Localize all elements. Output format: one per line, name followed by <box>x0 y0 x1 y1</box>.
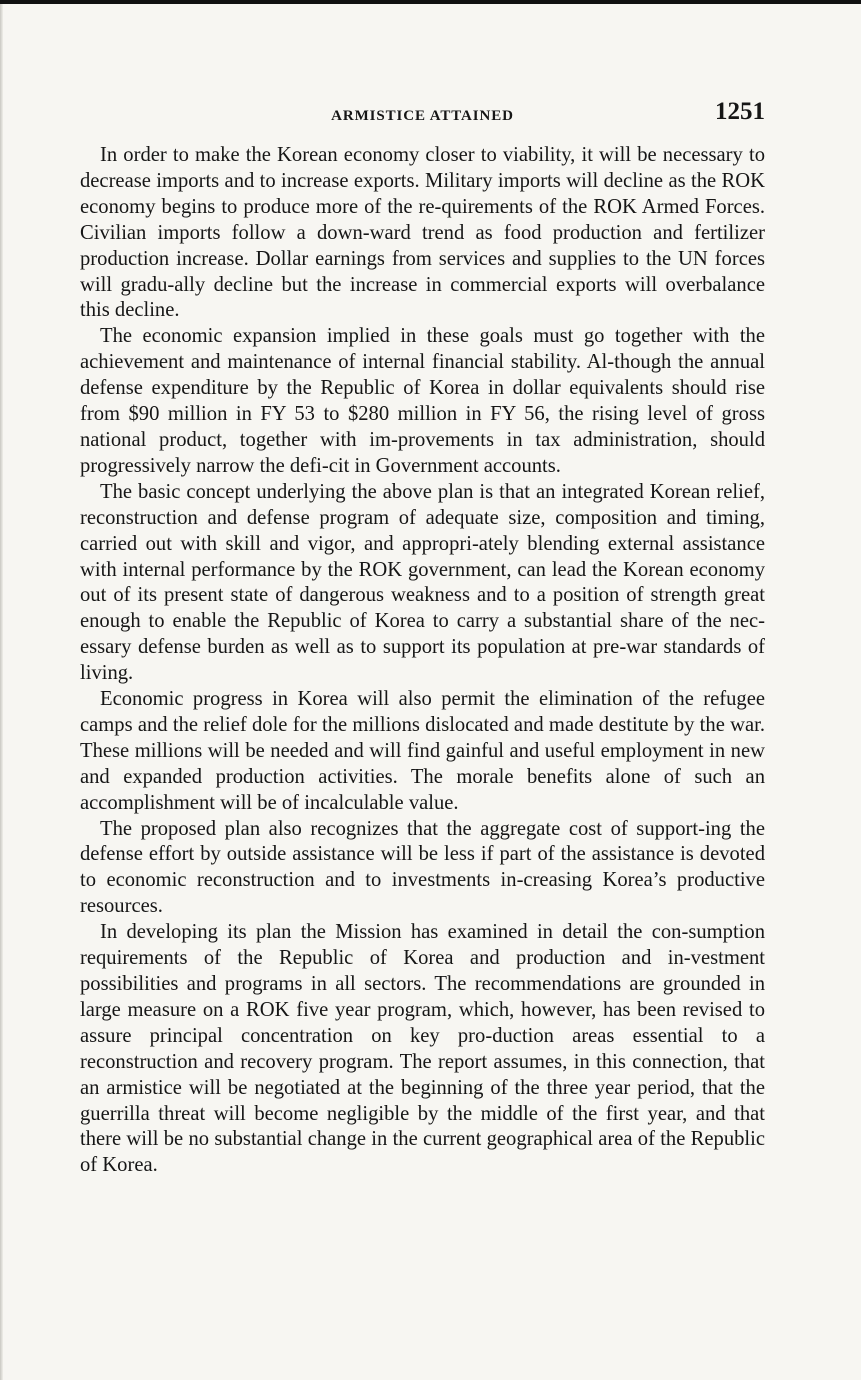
top-border <box>0 0 861 4</box>
document-page <box>80 96 765 1179</box>
paragraph-2: The economic expansion implied in these goals must go together with the achievement and maintenance of internal financial stability. Al-though the annual defense expenditure by the Republic of Korea in dollar equivalents should rise from $90 million in FY 53 to $280 million in FY 56, the rising level of gross national product, together with im-provements in tax administration, should progressively narrow the defi-cit in Government accounts. <box>80 325 765 477</box>
paragraph-6: In developing its plan the Mission has examined in detail the con-sumption requirements of the Republic of Korea and production and in-vestment possibilities and programs in all sectors. The recommendations are grounded in large measure on a ROK five year program, which, however, has been revised to assure principal concentration on key pro-duction areas essential to a reconstruction and recovery program. The report assumes, in this connection, that an armistice will be negotiated at the beginning of the three year period, that the guerrilla threat will become negligible by the middle of the first year, and that there will be no substantial change in the current geographical area of the Republic of Korea. <box>80 921 765 1177</box>
paragraph-4: Economic progress in Korea will also permit the elimination of the refugee camps and the relief dole for the millions dislocated and made destitute by the war. These millions will be needed and will find gainful and useful employment in new and expanded production activities. The morale benefits alone of such an accomplishment will be of incalculable value. <box>80 688 765 814</box>
page-edge-shadow <box>0 4 3 1380</box>
running-head <box>80 96 765 136</box>
paragraph-3: The basic concept underlying the above plan is that an integrated Korean relief, reconstruction and defense program of adequate size, composition and timing, carried out with skill and vigor, and appropri-ately blending external assistance with internal performance by the ROK government, can lead the Korean economy out of its present state of dangerous weakness and to a position of strength great enough to enable the Republic of Korea to carry a substantial share of the nec-essary defense burden as well as to support its population at pre-war standards of living. <box>80 480 765 685</box>
running-title: ARMISTICE ATTAINED <box>331 108 514 124</box>
page-number: 1251 <box>715 98 765 125</box>
paragraph-5: The proposed plan also recognizes that the aggregate cost of support-ing the defense effort by outside assistance will be less if part of the assistance is devoted to economic reconstruction and to investments in-creasing Korea’s productive resources. <box>80 817 765 918</box>
body-text <box>80 143 765 1179</box>
paragraph-1: In order to make the Korean economy closer to viability, it will be necessary to decrease imports and to increase exports. Military imports will decline as the ROK economy begins to produce more of the re-quirements of the ROK Armed Forces. Civilian imports follow a down-ward trend as food production and fertilizer production increase. Dollar earnings from services and supplies to the UN forces will gradu-ally decline but the increase in commercial exports will overbalance this decline. <box>80 144 765 322</box>
